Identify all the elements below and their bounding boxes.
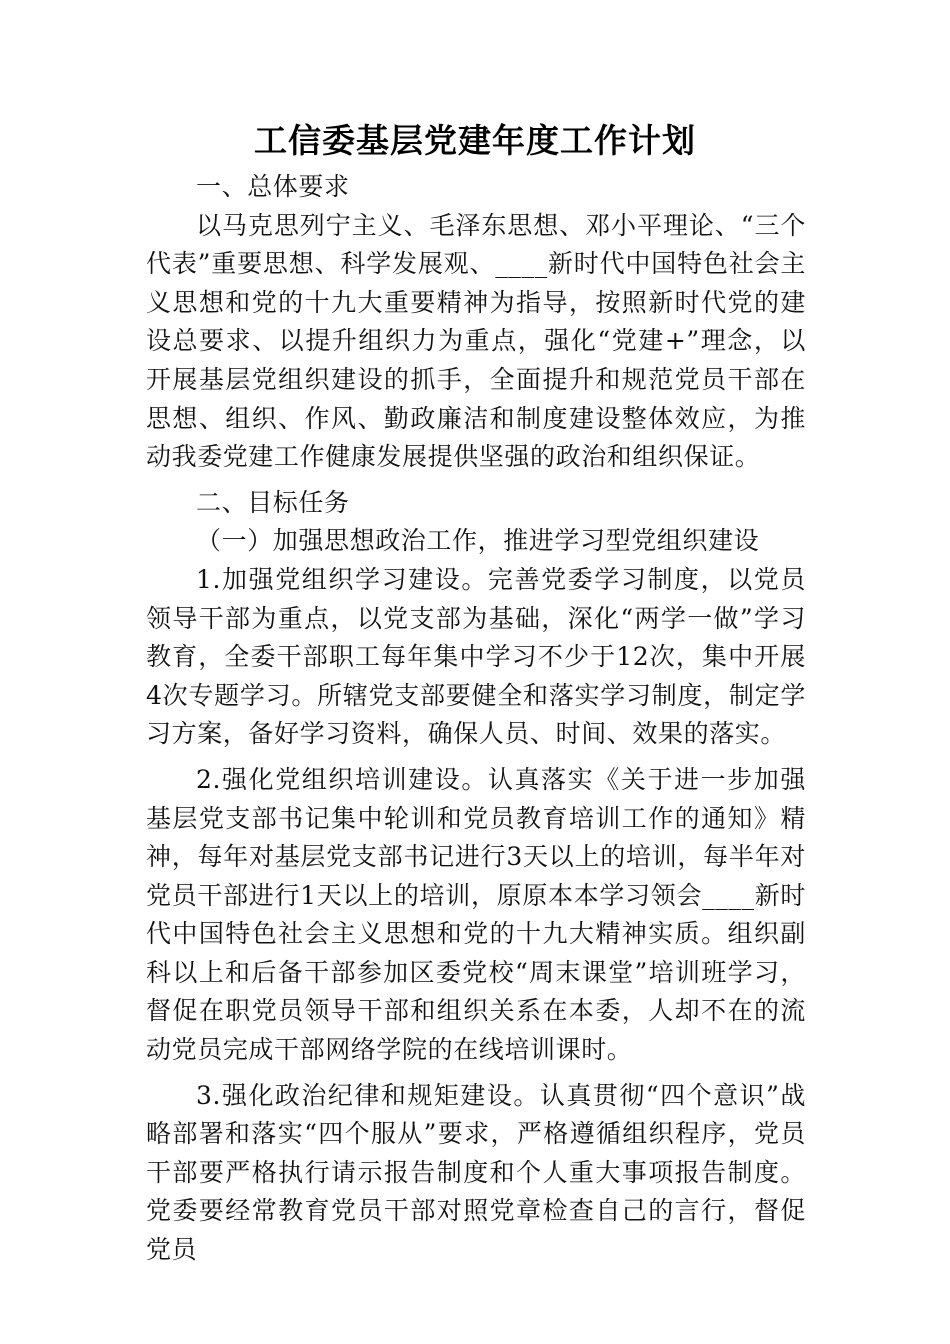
subsection-heading-ideological-work: （一）加强思想政治工作，推进学习型党组织建设 <box>196 526 760 556</box>
paragraph-item-2: 2.强化党组织培训建设。认真落实《关于进一步加强基层党支部书记集中轮训和党员教育培训工作的通知》精神，每年对基层党支部书记进行3天以上的培训，每半年对党员干部进行1天以上的培训，原原本本学习领会____新时代中国特色社会主义思想和党的十九大精神实质。组织副科以上和后备干部参加区委党校“周末课堂”培训班学习，督促在职党员领导干部和组织关系在本委，人却不在的流动党员完成干部网络学院的在线培训课时。 <box>146 764 806 1065</box>
document-title: 工信委基层党建年度工作计划 <box>254 121 696 160</box>
paragraph-item-3: 3.强化政治纪律和规矩建设。认真贯彻“四个意识”战略部署和落实“四个服从”要求，严格遵循组织程序，党员干部要严格执行请示报告制度和个人重大事项报告制度。党委要经常教育党员干部对照党章检查自己的言行，督促党员 <box>146 1080 806 1265</box>
document-body <box>146 168 806 1270</box>
paragraph-item-1: 1.加强党组织学习建设。完善党委学习制度，以党员领导干部为重点，以党支部为基础，深化“两学一做”学习教育，全委干部职工每年集中学习不少于12次，集中开展4次专题学习。所辖党支部要健全和落实学习制度，制定学习方案，备好学习资料，确保人员、时间、效果的落实。 <box>146 564 806 749</box>
section-heading-general-requirements: 一、总体要求 <box>196 172 350 201</box>
section-heading-goals: 二、目标任务 <box>196 487 350 517</box>
paragraph-guiding-principles: 以马克思列宁主义、毛泽东思想、邓小平理论、“三个代表”重要思想、科学发展观、____新时代中国特色社会主义思想和党的十九大重要精神为指导，按照新时代党的建设总要求、以提升组织力为重点，强化“党建+”理念，以开展基层党组织建设的抓手，全面提升和规范党员干部在思想、组织、作风、勤政廉洁和制度建设整体效应，为推动我委党建工作健康发展提供坚强的政治和组织保证。 <box>146 210 806 472</box>
